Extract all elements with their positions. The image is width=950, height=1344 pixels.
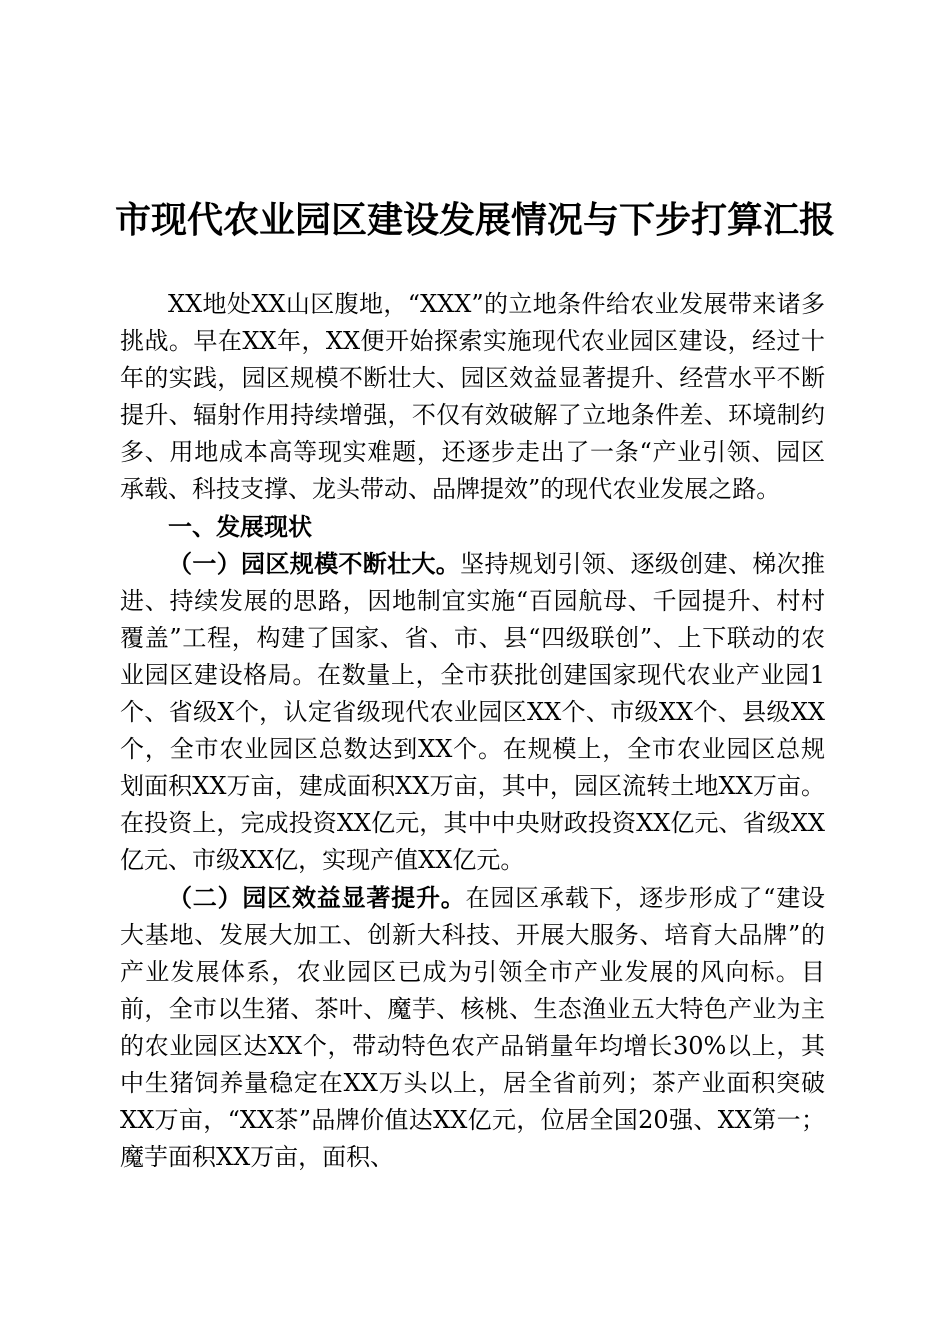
subsection-2-paragraph — [120, 879, 825, 1176]
intro-paragraph: XX地处XX山区腹地，“XXX”的立地条件给农业发展带来诸多挑战。早在XX年，XX便开始探索实施现代农业园区建设，经过十年的实践，园区规模不断壮大、园区效益显著提升、经营水平不断提升、辐射作用持续增强，不仅有效破解了立地条件差、环境制约多、用地成本高等现实难题，还逐步走出了一条“产业引领、园区承载、科技支撑、龙头带动、品牌提效”的现代农业发展之路。 — [120, 290, 825, 503]
document-body — [120, 286, 825, 1176]
document-title: 市现代农业园区建设发展情况与下步打算汇报 — [114, 199, 835, 241]
subsection-2-text: 在园区承载下，逐步形成了“建设大基地、发展大加工、创新大科技、开展大服务、培育大品牌”的产业发展体系，农业园区已成为引领全市产业发展的风向标。目前，全市以生猪、茶叶、魔芋、核桃、生态渔业五大特色产业为主的农业园区达XX个，带动特色农产品销量年均增长30%以上，其中生猪饲养量稳定在XX万头以上，居全省前列；茶产业面积突破XX万亩，“XX茶”品牌价值达XX亿元，位居全国20强、XX第一；魔芋面积XX万亩，面积、 — [120, 884, 825, 1171]
subsection-1-title: （一）园区规模不断壮大。 — [168, 549, 461, 578]
subsection-1-text: 坚持规划引领、逐级创建、梯次推进、持续发展的思路，因地制宜实施“百园航母、千园提升、村村覆盖”工程，构建了国家、省、市、县“四级联创”、上下联动的农业园区建设格局。在数量上，全市获批创建国家现代农业产业园1个、省级X个，认定省级现代农业园区XX个、市级XX个、县级XX个，全市农业园区总数达到XX个。在规模上，全市农业园区总规划面积XX万亩，建成面积XX万亩，其中，园区流转土地XX万亩。在投资上，完成投资XX亿元，其中中央财政投资XX亿元、省级XX亿元、市级XX亿，实现产值XX亿元。 — [120, 550, 826, 874]
subsection-2-title: （二）园区效益显著提升。 — [168, 883, 466, 912]
subsection-1-paragraph — [120, 545, 825, 879]
section-heading-development-status: 一、发展现状 — [168, 512, 312, 541]
